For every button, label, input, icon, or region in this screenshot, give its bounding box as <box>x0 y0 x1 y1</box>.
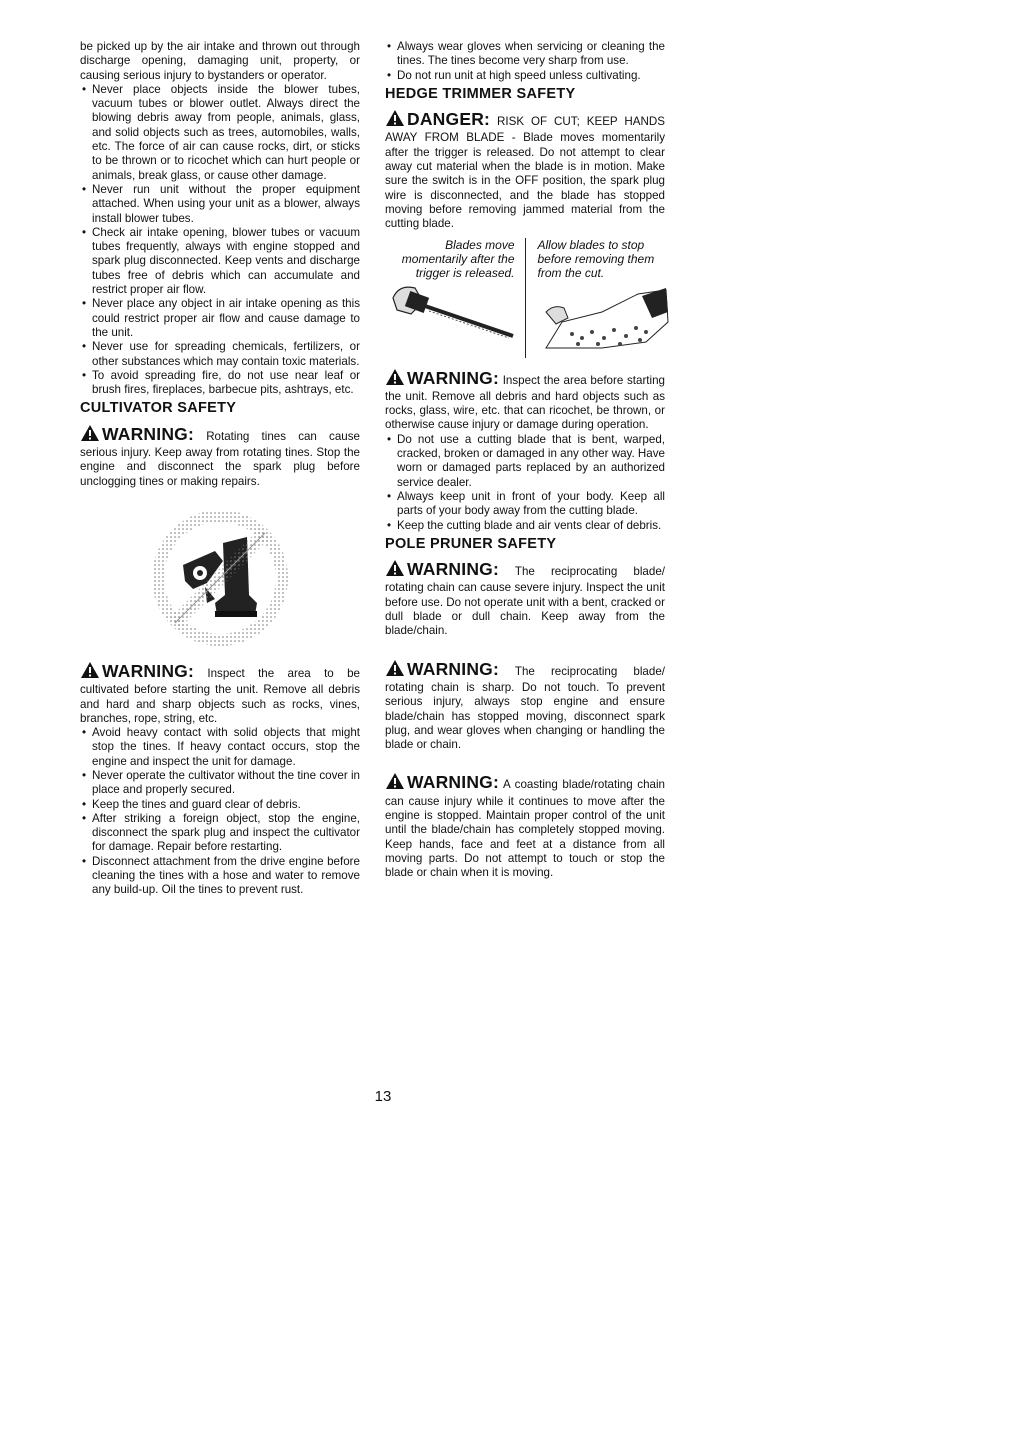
left-column <box>80 40 360 898</box>
warning-triangle-icon <box>385 772 405 794</box>
warning-triangle-icon <box>385 659 405 681</box>
right-column <box>385 40 665 880</box>
list-item: • Check air intake opening, blower tubes or vacuum tubes frequently, always with engine stopped and spark plug disconnected. Keep vents and discharge tubes free of debris which can accumulate and restrict proper air flow. <box>80 226 360 297</box>
list-item: • To avoid spreading fire, do not use near leaf or brush fires, fireplaces, barbecue pits, ashtrays, etc. <box>80 369 360 398</box>
pole-warning-3 <box>385 772 665 880</box>
danger-label: DANGER: <box>407 109 491 130</box>
caption-allow-blades-stop: Allow blades to stop before removing them from the cut. <box>537 237 655 280</box>
danger-text: RISK OF CUT; KEEP HANDS AWAY FROM BLADE - Blade moves momentarily after the trigger is released. Do not attempt to clear away cut material when the blade is in motion. Make sure the switch is in the OFF position, the spark plug wire is disconnected, and the blade has stopped moving before removing jammed material from the cutting blade. <box>385 115 665 231</box>
hedge-trimmer-figures <box>385 238 665 358</box>
rotating-tines-prohibited-illustration <box>145 503 295 653</box>
cultivator-warning-1 <box>80 424 360 489</box>
pole-warning-1 <box>385 559 665 638</box>
hedge-bullet-list <box>385 433 665 533</box>
pole-pruner-safety-heading: POLE PRUNER SAFETY <box>385 535 557 552</box>
figure-blades-move <box>385 238 526 358</box>
warning-label: WARNING: <box>407 367 500 388</box>
list-item: • Always wear gloves when servicing or cleaning the tines. The tines become very sharp from use. <box>385 40 665 69</box>
list-item: • Keep the tines and guard clear of debris. <box>80 798 360 812</box>
list-item: • Do not use a cutting blade that is bent, warped, cracked, broken or damaged in any other way. Have worn or damaged parts replaced by an authorized service dealer. <box>385 433 665 490</box>
hedge-danger <box>385 109 665 231</box>
warning-text: Inspect the area before starting the unit. Remove all debris and hard objects such as rocks, glass, wire, etc. that can ricochet, be thrown, or otherwise cause injury or damage during operation. <box>385 373 665 432</box>
warning-triangle-icon <box>80 424 100 446</box>
list-item: • Avoid heavy contact with solid objects that might stop the tines. If heavy contact occurs, stop the engine and inspect the unit for damage. <box>80 726 360 769</box>
warning-text: Rotating tines can cause serious injury. Keep away from rotating tines. Stop the engine and disconnect the spark plug before unclogging tines or making repairs. <box>80 429 360 488</box>
caption-blades-move: Blades move momentarily after the trigger is released. <box>401 237 515 280</box>
warning-label: WARNING: <box>102 423 195 444</box>
list-item: • After striking a foreign object, stop the engine, disconnect the spark plug and inspect the cultivator for damage. Repair before restarting. <box>80 812 360 855</box>
hedge-cut-illustration <box>542 282 672 352</box>
warning-label: WARNING: <box>407 559 500 580</box>
danger-triangle-icon <box>385 109 405 131</box>
pole-warning-2 <box>385 659 665 753</box>
warning-label: WARNING: <box>407 772 500 793</box>
cultivator-continued-bullet-list <box>385 40 665 83</box>
list-item: • Disconnect attachment from the drive engine before cleaning the tines with a hose and water to remove any build-up. Oil the tines to prevent rust. <box>80 855 360 898</box>
cultivator-warning-2 <box>80 661 360 726</box>
intro-continuation: be picked up by the air intake and thrown out through discharge opening, damaging unit, property, or causing serious injury to bystanders or operator. <box>80 40 360 82</box>
cultivator-bullet-list <box>80 726 360 898</box>
blower-bullet-list <box>80 83 360 398</box>
warning-text: The reciprocating blade/ rotating chain is sharp. Do not touch. To prevent serious injury, always stop engine and ensure blade/chain has stopped moving, disconnect spark plug, and wear gloves when changing or handling the blade or chain. <box>385 664 665 752</box>
warning-text: Inspect the area to be cultivated before starting the unit. Remove all debris and hard and sharp objects such as rocks, vines, branches, rope, string, etc. <box>80 666 360 725</box>
warning-triangle-icon <box>385 368 405 390</box>
warning-text: The reciprocating blade/ rotating chain can cause severe injury. Inspect the unit before use. Do not operate unit with a bent, cracked or dull blade or dull chain. Keep away from the blade/chain. <box>385 565 665 638</box>
list-item: • Never place objects inside the blower tubes, vacuum tubes or blower outlet. Always direct the blowing debris away from people, animals, glass, and solid objects such as trees, automobiles, walls, etc. The force of air can cause rocks, dirt, or sticks to be thrown or to ricochet which can hurt people or animals, break glass, or cause other damage. <box>80 83 360 183</box>
hedge-trimmer-safety-heading: HEDGE TRIMMER SAFETY <box>385 85 576 102</box>
warning-label: WARNING: <box>102 660 195 681</box>
warning-triangle-icon <box>385 559 405 581</box>
figure-allow-blades-stop <box>526 238 666 358</box>
list-item: • Never operate the cultivator without the tine cover in place and properly secured. <box>80 769 360 798</box>
warning-label: WARNING: <box>407 658 500 679</box>
list-item: • Never run unit without the proper equipment attached. When using your unit as a blower, always install blower tubes. <box>80 183 360 226</box>
hedge-trimmer-hand-illustration <box>389 280 519 340</box>
cultivator-safety-heading: CULTIVATOR SAFETY <box>80 400 237 417</box>
list-item: • Keep the cutting blade and air vents clear of debris. <box>385 519 665 533</box>
list-item: • Never use for spreading chemicals, fertilizers, or other substances which may contain toxic materials. <box>80 340 360 369</box>
warning-triangle-icon <box>80 661 100 683</box>
warning-text: A coasting blade/rotating chain can cause injury while it continues to move after the engine is stopped. Maintain proper control of the unit until the blade/chain has completely stopped moving. Keep hands, face and feet at a distance from all moving parts. Do not attempt to touch or stop the blade or chain when it is moving. <box>385 778 665 880</box>
hedge-warning <box>385 368 665 433</box>
list-item: • Do not run unit at high speed unless cultivating. <box>385 69 665 83</box>
list-item: • Never place any object in air intake opening as this could restrict proper air flow and cause damage to the unit. <box>80 297 360 340</box>
page-number: 13 <box>374 1088 392 1105</box>
list-item: • Always keep unit in front of your body. Keep all parts of your body away from the cutting blade. <box>385 490 665 519</box>
